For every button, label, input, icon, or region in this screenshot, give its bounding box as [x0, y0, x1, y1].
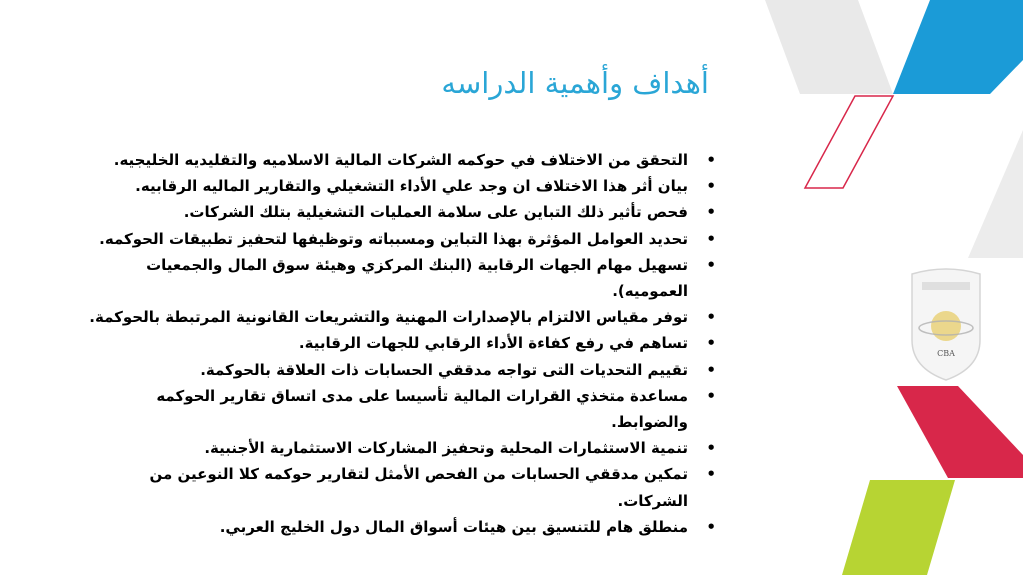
list-item: • مساعدة متخذي القرارات المالية تأسيسا على مدى اتساق تقارير الحوكمه والضوابط. [78, 383, 718, 435]
slide-title: أهداف وأهمية الدراسه [441, 66, 709, 100]
college-logo [906, 268, 986, 383]
list-item: • بيان أثر هذا الاختلاف ان وجد علي الأداء التشغيلي والتقارير الماليه الرقابيه. [78, 173, 718, 199]
red-outline-parallelogram [805, 96, 893, 188]
list-item: • التحقق من الاختلاف في حوكمه الشركات المالية الاسلاميه والتقليديه الخليجيه. [78, 147, 718, 173]
grey-parallelogram-top [765, 0, 893, 94]
list-item: • توفر مقياس الالتزام بالإصدارات المهنية والتشريعات القانونية المرتبطة بالحوكمة. [78, 304, 718, 330]
logo-text: CBA [937, 349, 955, 358]
list-item: • تسهيل مهام الجهات الرقابية (البنك المركزي وهيئة سوق المال والجمعيات العموميه). [78, 252, 718, 304]
red-parallelogram [897, 386, 1023, 478]
list-item: • فحص تأثير ذلك التباين على سلامة العمليات التشغيلية بتلك الشركات. [78, 199, 718, 225]
list-item: • تقييم التحديات التى تواجه مدققي الحسابات ذات العلاقة بالحوكمة. [78, 357, 718, 383]
bullet-list [78, 147, 718, 540]
grey-parallelogram-right [968, 130, 1023, 258]
list-item: • تساهم في رفع كفاءة الأداء الرقابي للجهات الرقابية. [78, 330, 718, 356]
list-item: • تنمية الاستثمارات المحلية وتحفيز المشاركات الاستثمارية الأجنبية. [78, 435, 718, 461]
list-item: • تمكين مدققي الحسابات من الفحص الأمثل لتقارير حوكمه كلا النوعين من الشركات. [78, 461, 718, 513]
list-item: • منطلق هام للتنسيق بين هيئات أسواق المال دول الخليج العربي. [78, 514, 718, 540]
blue-parallelogram [893, 0, 1023, 94]
green-parallelogram [842, 480, 955, 575]
globe-icon [931, 311, 961, 341]
list-item: • تحديد العوامل المؤثرة بهذا التباين ومسبباته وتوظيفها لتحفيز تطبيقات الحوكمه. [78, 226, 718, 252]
